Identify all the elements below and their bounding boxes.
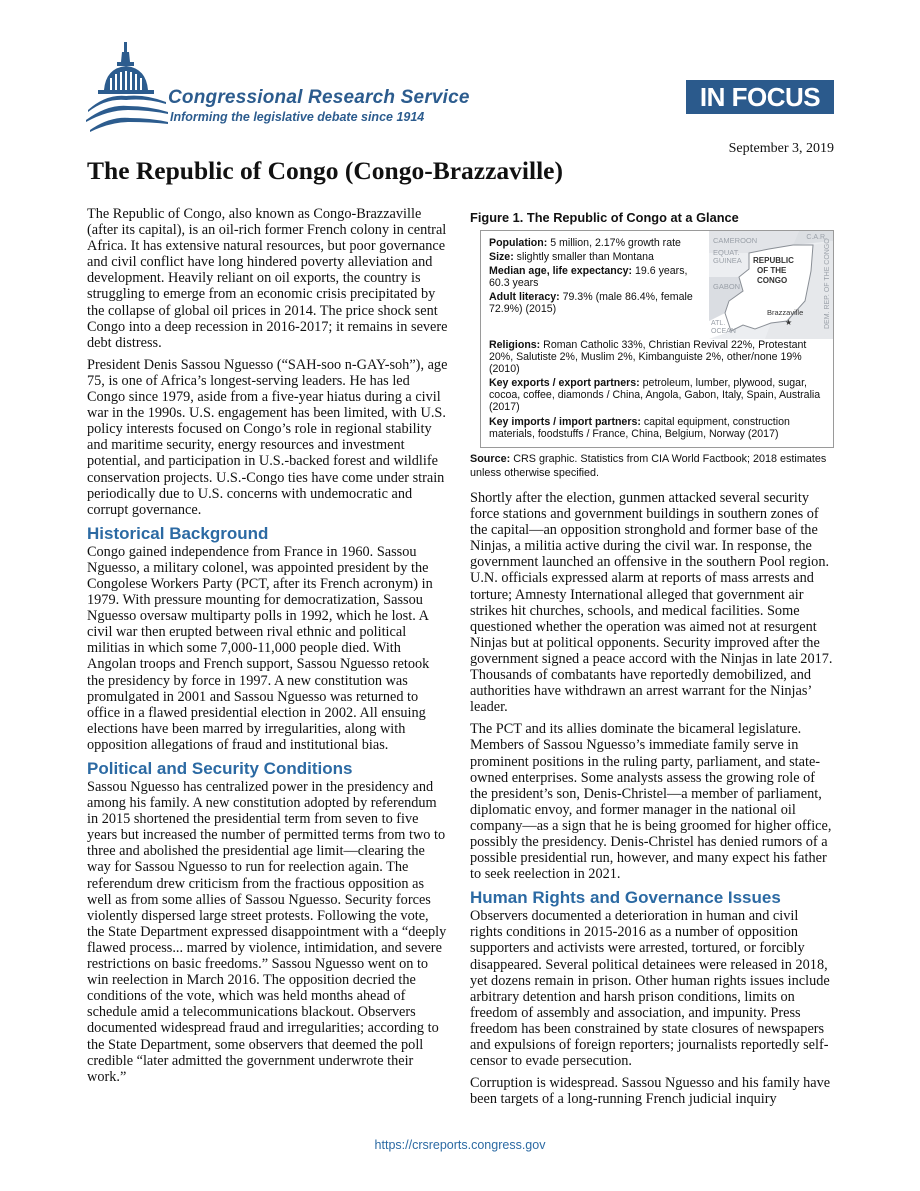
stat-median-age: Median age, life expectancy: 19.6 years, 60.3 years [489, 265, 688, 290]
section-heading: Political and Security Conditions [87, 759, 353, 778]
paragraph: Observers documented a deterioration in human and civil rights conditions in 2015-2016 as a number of opposition supporters and activists were arrested, tortured, or forcibly disappeared. Several political detainees were released in 2018, yet dozens remain in prison. Other human rights issues include arbitrary detention and harsh prison conditions, limits on freedom of assembly and association, and impunity. Press freedom has been constrained by state closures of newspapers and expulsions of foreign reporters; journalists reportedly self-censor to evade persecution. [470, 908, 830, 1070]
map-label-eq-guinea: EQUAT. [713, 248, 740, 257]
map-label-drc: DEM. REP. OF THE CONGO [824, 238, 831, 329]
map-label-capital: Brazzaville [767, 308, 804, 317]
stat-population: Population: 5 million, 2.17% growth rate [489, 237, 681, 249]
map-label-ocean: ATL. [711, 320, 726, 327]
right-column [470, 210, 834, 1113]
footer-url[interactable]: https://crsreports.congress.gov [374, 1138, 546, 1152]
figure-stats-bottom [489, 339, 825, 442]
paragraph: Congo gained independence from France in 1960. Sassou Nguesso, a military colonel, was appointed president by the Congolese Workers Party (PCT, after its French acronym) in 1979. With pressure mounting for democratization, Sassou Nguesso oversaw multiparty polls in 1992, which he lost. A civil war then erupted between rival ethnic and political militias in which some 7,000-11,000 people died. With Angolan troops and French support, Sassou Nguesso retook the presidency by force in 1997. A new constitution was promulgated in 2001 and Sassou Nguesso was returned to office in a flawed presidential election in 2002. All ensuing elections have been marred by irregularities, along with opposition allegations of fraud and institutional bias. [87, 543, 433, 753]
page-title: The Republic of Congo (Congo-Brazzaville) [87, 156, 563, 185]
in-focus-badge: IN FOCUS [686, 80, 834, 114]
org-tagline: Informing the legislative debate since 1914 [170, 110, 425, 124]
figure-title: Figure 1. The Republic of Congo at a Glance [470, 210, 739, 225]
figure-source: Source: CRS graphic. Statistics from CIA World Factbook; 2018 estimates unless otherwise specified. [470, 453, 827, 479]
congo-map [709, 231, 833, 339]
map-label-ocean: OCEAN [711, 328, 736, 335]
map-label-congo: CONGO [757, 276, 788, 285]
capital-star-icon: ★ [785, 318, 793, 327]
paragraph: Shortly after the election, gunmen attacked several security force stations and government buildings in southern zones of the capital—an opposition stronghold and former base of the Ninjas, a militia active during the civil war. In response, the government launched an offensive in the southern Pool region. U.N. officials expressed alarm at reports of mass arrests and torture; Amnesty International alleged that government air strikes hit churches, schools, and medical facilities. Some questioned whether the operation was aimed not at resurgent Ninjas but at political opponents. Security improved after the government signed a peace accord with the Ninjas in late 2017. Thousands of combatants have reportedly demobilized, and authorities have withdrawn an arrest warrant for the Ninjas’ leader. [470, 490, 833, 716]
stat-religions: Religions: Roman Catholic 33%, Christian Revival 22%, Protestant 20%, Salutiste 2%, Muslim 2%, Kimbanguiste 2%, other/none 19% (2010) [489, 339, 807, 376]
section-heading: Historical Background [87, 523, 269, 543]
map-label-cameroon: CAMEROON [713, 236, 758, 245]
capitol-dome-logo [86, 40, 168, 132]
figure-stats-top [489, 237, 703, 318]
org-name: Congressional Research Service [168, 87, 470, 108]
paragraph: The Republic of Congo, also known as Congo-Brazzaville (after its capital), is an oil-rich former French colony in central Africa. It has extensive natural resources, but poor governance and civil conflict have long hindered poverty alleviation and development. Heavily reliant on oil exports, the country is struggling to emerge from an economic crisis precipitated by the collapse of global oil prices in 2014. The price shock sent Congo into a deep recession in 2016-2017; it remains in severe debt distress. [87, 206, 448, 351]
stat-exports: Key exports / export partners: petroleum, lumber, plywood, sugar, cocoa, coffee, diamonds / China, Angola, Gabon, Italy, Spain, Australia (2017) [489, 377, 821, 414]
publication-date: September 3, 2019 [728, 141, 834, 156]
map-label-gabon: GABON [713, 282, 741, 291]
paragraph: Corruption is widespread. Sassou Nguesso and his family have been targets of a long-running French judicial inquiry [470, 1075, 831, 1108]
map-label-congo: OF THE [757, 266, 787, 275]
map-label-congo: REPUBLIC [753, 256, 794, 265]
section-heading: Human Rights and Governance Issues [470, 888, 781, 908]
map-label-car: C.A.R. [806, 234, 827, 241]
paragraph: Sassou Nguesso has centralized power in the presidency and among his family. A new constitution adopted by referendum in 2015 shortened the presidential term from seven to five years but increased the number of permitted terms from two to three and abolished the presidential age limit—clearing the way for Sassou Nguesso to run for reelection again. The referendum drew criticism from the fractious opposition as well as from some allies of Sassou Nguesso. Security forces violently dispersed large street protests. Following the vote, the State Department expressed disappointment with a “deeply flawed process... marred by violence, intimidation, and severe restrictions on basic freedoms.” Sassou Nguesso went on to win reelection in March 2016. The opposition decried the conditions of the vote, which was held months ahead of schedule amid a telecommunications blackout. Observers documented widespread fraud and irregularities; according to the State Department, some observers that deemed the poll credible “later admitted the government underwrote their work.” [87, 779, 447, 1085]
paragraph: The PCT and its allies dominate the bicameral legislature. Members of Sassou Nguesso’s immediate family serve in prominent positions in the ruling party, parliament, and state-owned enterprises. Some analysts assess the growing role of the president’s son, Denis-Christel—a member of parliament, diplomatic envoy, and former manager in the national oil company—as a sign that he is being groomed for higher office, possibly the presidency. Denis-Christel has denied rumors of a possible presidential run, however, and many expect his father to seek reelection in 2021. [470, 721, 832, 883]
map-label-eq-guinea: GUINEA [713, 256, 742, 265]
stat-imports: Key imports / import partners: capital equipment, construction materials, foodstuffs / France, China, Belgium, Norway (2017) [489, 415, 790, 440]
paragraph: President Denis Sassou Nguesso (“SAH-soo n-GAY-soh”), age 75, is one of Africa’s longest-serving leaders. He has led Congo since 1979, aside from a five-year hiatus during a civil war in the 1990s. U.S. engagement has been limited, with U.S. policy interests focused on Congo’s role in regional stability and maritime security, energy resources and investment potential, and participation in U.S.-backed forest and wildlife conservation projects. U.S.-Congo ties have come under strain periodically due to U.S. concerns with undemocratic and corrupt governance. [87, 356, 448, 518]
left-column [87, 206, 449, 1091]
figure-box [480, 230, 834, 448]
stat-size: Size: slightly smaller than Montana [489, 251, 654, 264]
header [0, 0, 920, 156]
stat-literacy: Adult literacy: 79.3% (male 86.4%, female 72.9%) (2015) [489, 291, 693, 316]
